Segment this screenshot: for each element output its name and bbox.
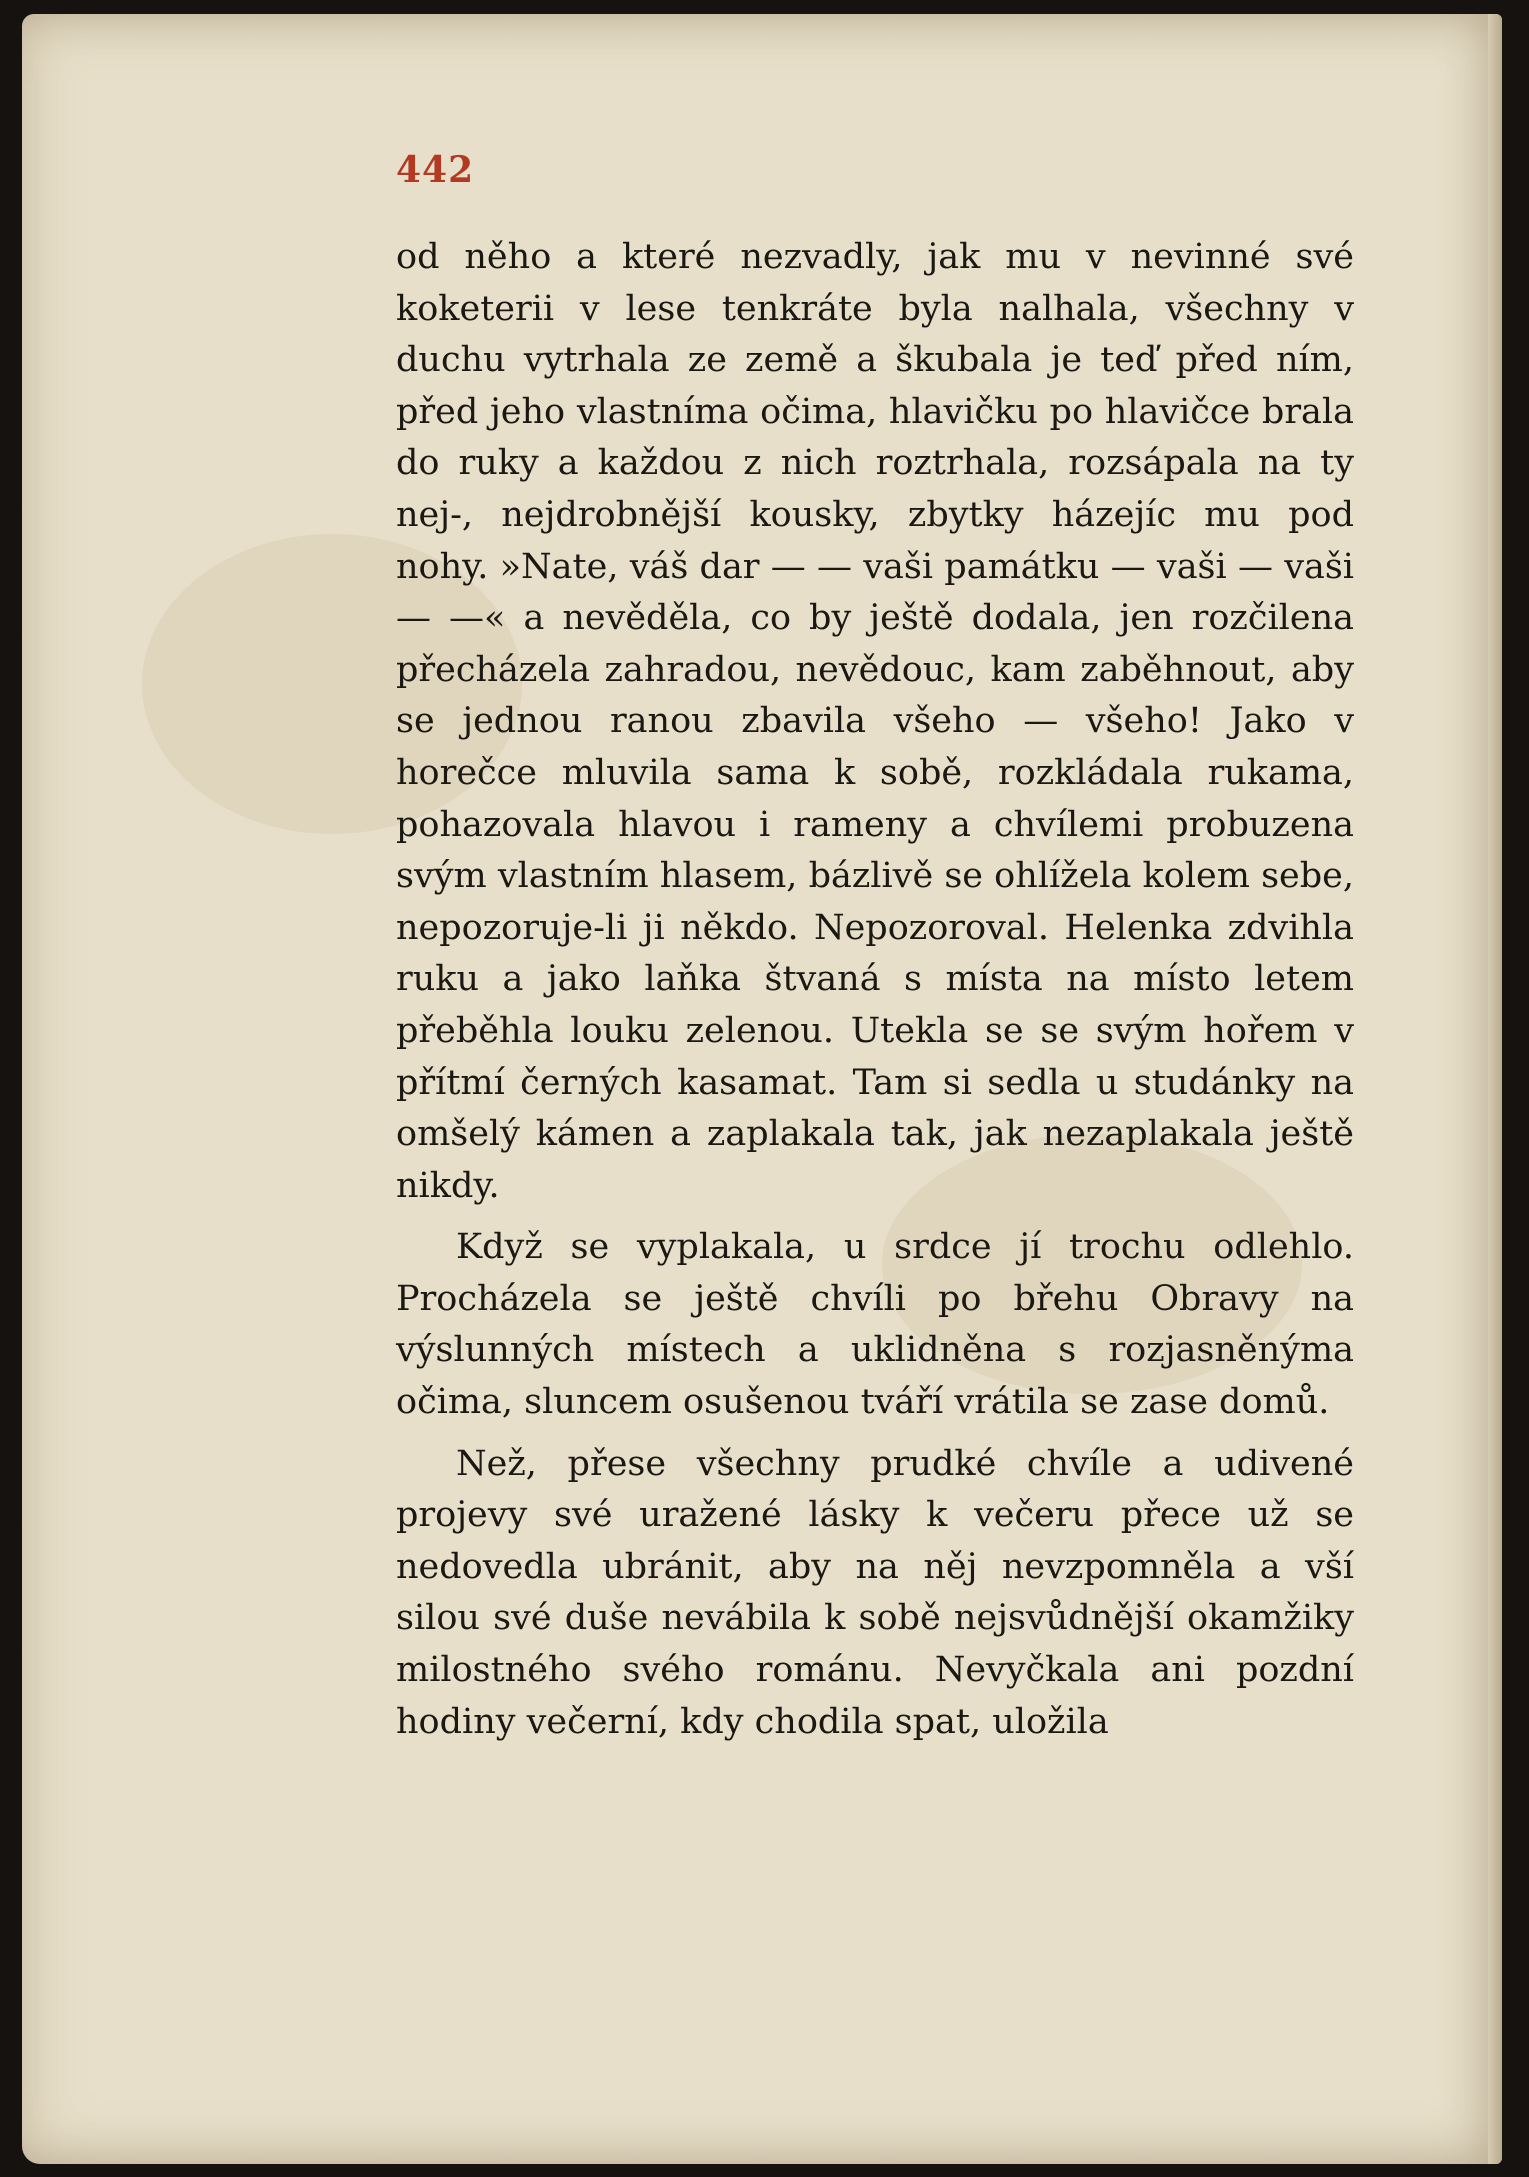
paragraph: Když se vyplakala, u srdce jí trochu odlehlo. Procházela se ještě chvíli po břehu Obravy na výslunných místech a uklidněna s rozjasněnýma očima, sluncem osušenou tváří vrátila se zase domů. xyxy=(396,1227,1354,1423)
body-text xyxy=(396,232,1354,1748)
paragraph: od něho a které nezvadly, jak mu v nevinné své koketerii v lese tenkráte byla nalhala, všechny v duchu vytrhala ze země a škubala je teď před ním, před jeho vlastníma očima, hlavičku po hlavičce brala do ruky a každou z nich roztrhala, rozsápala na ty nej-, nejdrobnější kousky, zbytky házejíc mu pod nohy. »Nate, váš dar — — vaši památku — vaši — vaši — —« a nevěděla, co by ještě dodala, jen rozčilena přecházela zahradou, nevědouc, kam zaběhnout, aby se jednou ranou zbavila všeho — všeho! Jako v horečce mluvila sama k sobě, rozkládala rukama, pohazovala hlavou i rameny a chvílemi probuzena svým vlastním hlasem, bázlivě se ohlížela kolem sebe, nepozoruje-li ji někdo. Nepozoroval. Helenka zdvihla ruku a jako laňka štvaná s místa na místo letem přeběhla louku zelenou. Utekla se se svým hořem v přítmí černých kasamat. Tam si sedla u studánky na omšelý kámen a zaplakala tak, jak nezaplakala ještě nikdy. xyxy=(396,237,1354,1206)
paragraph: Než, přese všechny prudké chvíle a udivené projevy své uražené lásky k večeru přece už se nedovedla ubránit, aby na něj nevzpomněla a vší silou své duše nevábila k sobě nejsvůdnější okamžiky milostného svého románu. Nevyčkala ani pozdní hodiny večerní, kdy chodila spat, uložila xyxy=(396,1443,1354,1742)
page-number: 442 xyxy=(396,149,475,191)
page-edge xyxy=(1488,14,1502,2164)
book-page xyxy=(22,14,1502,2164)
